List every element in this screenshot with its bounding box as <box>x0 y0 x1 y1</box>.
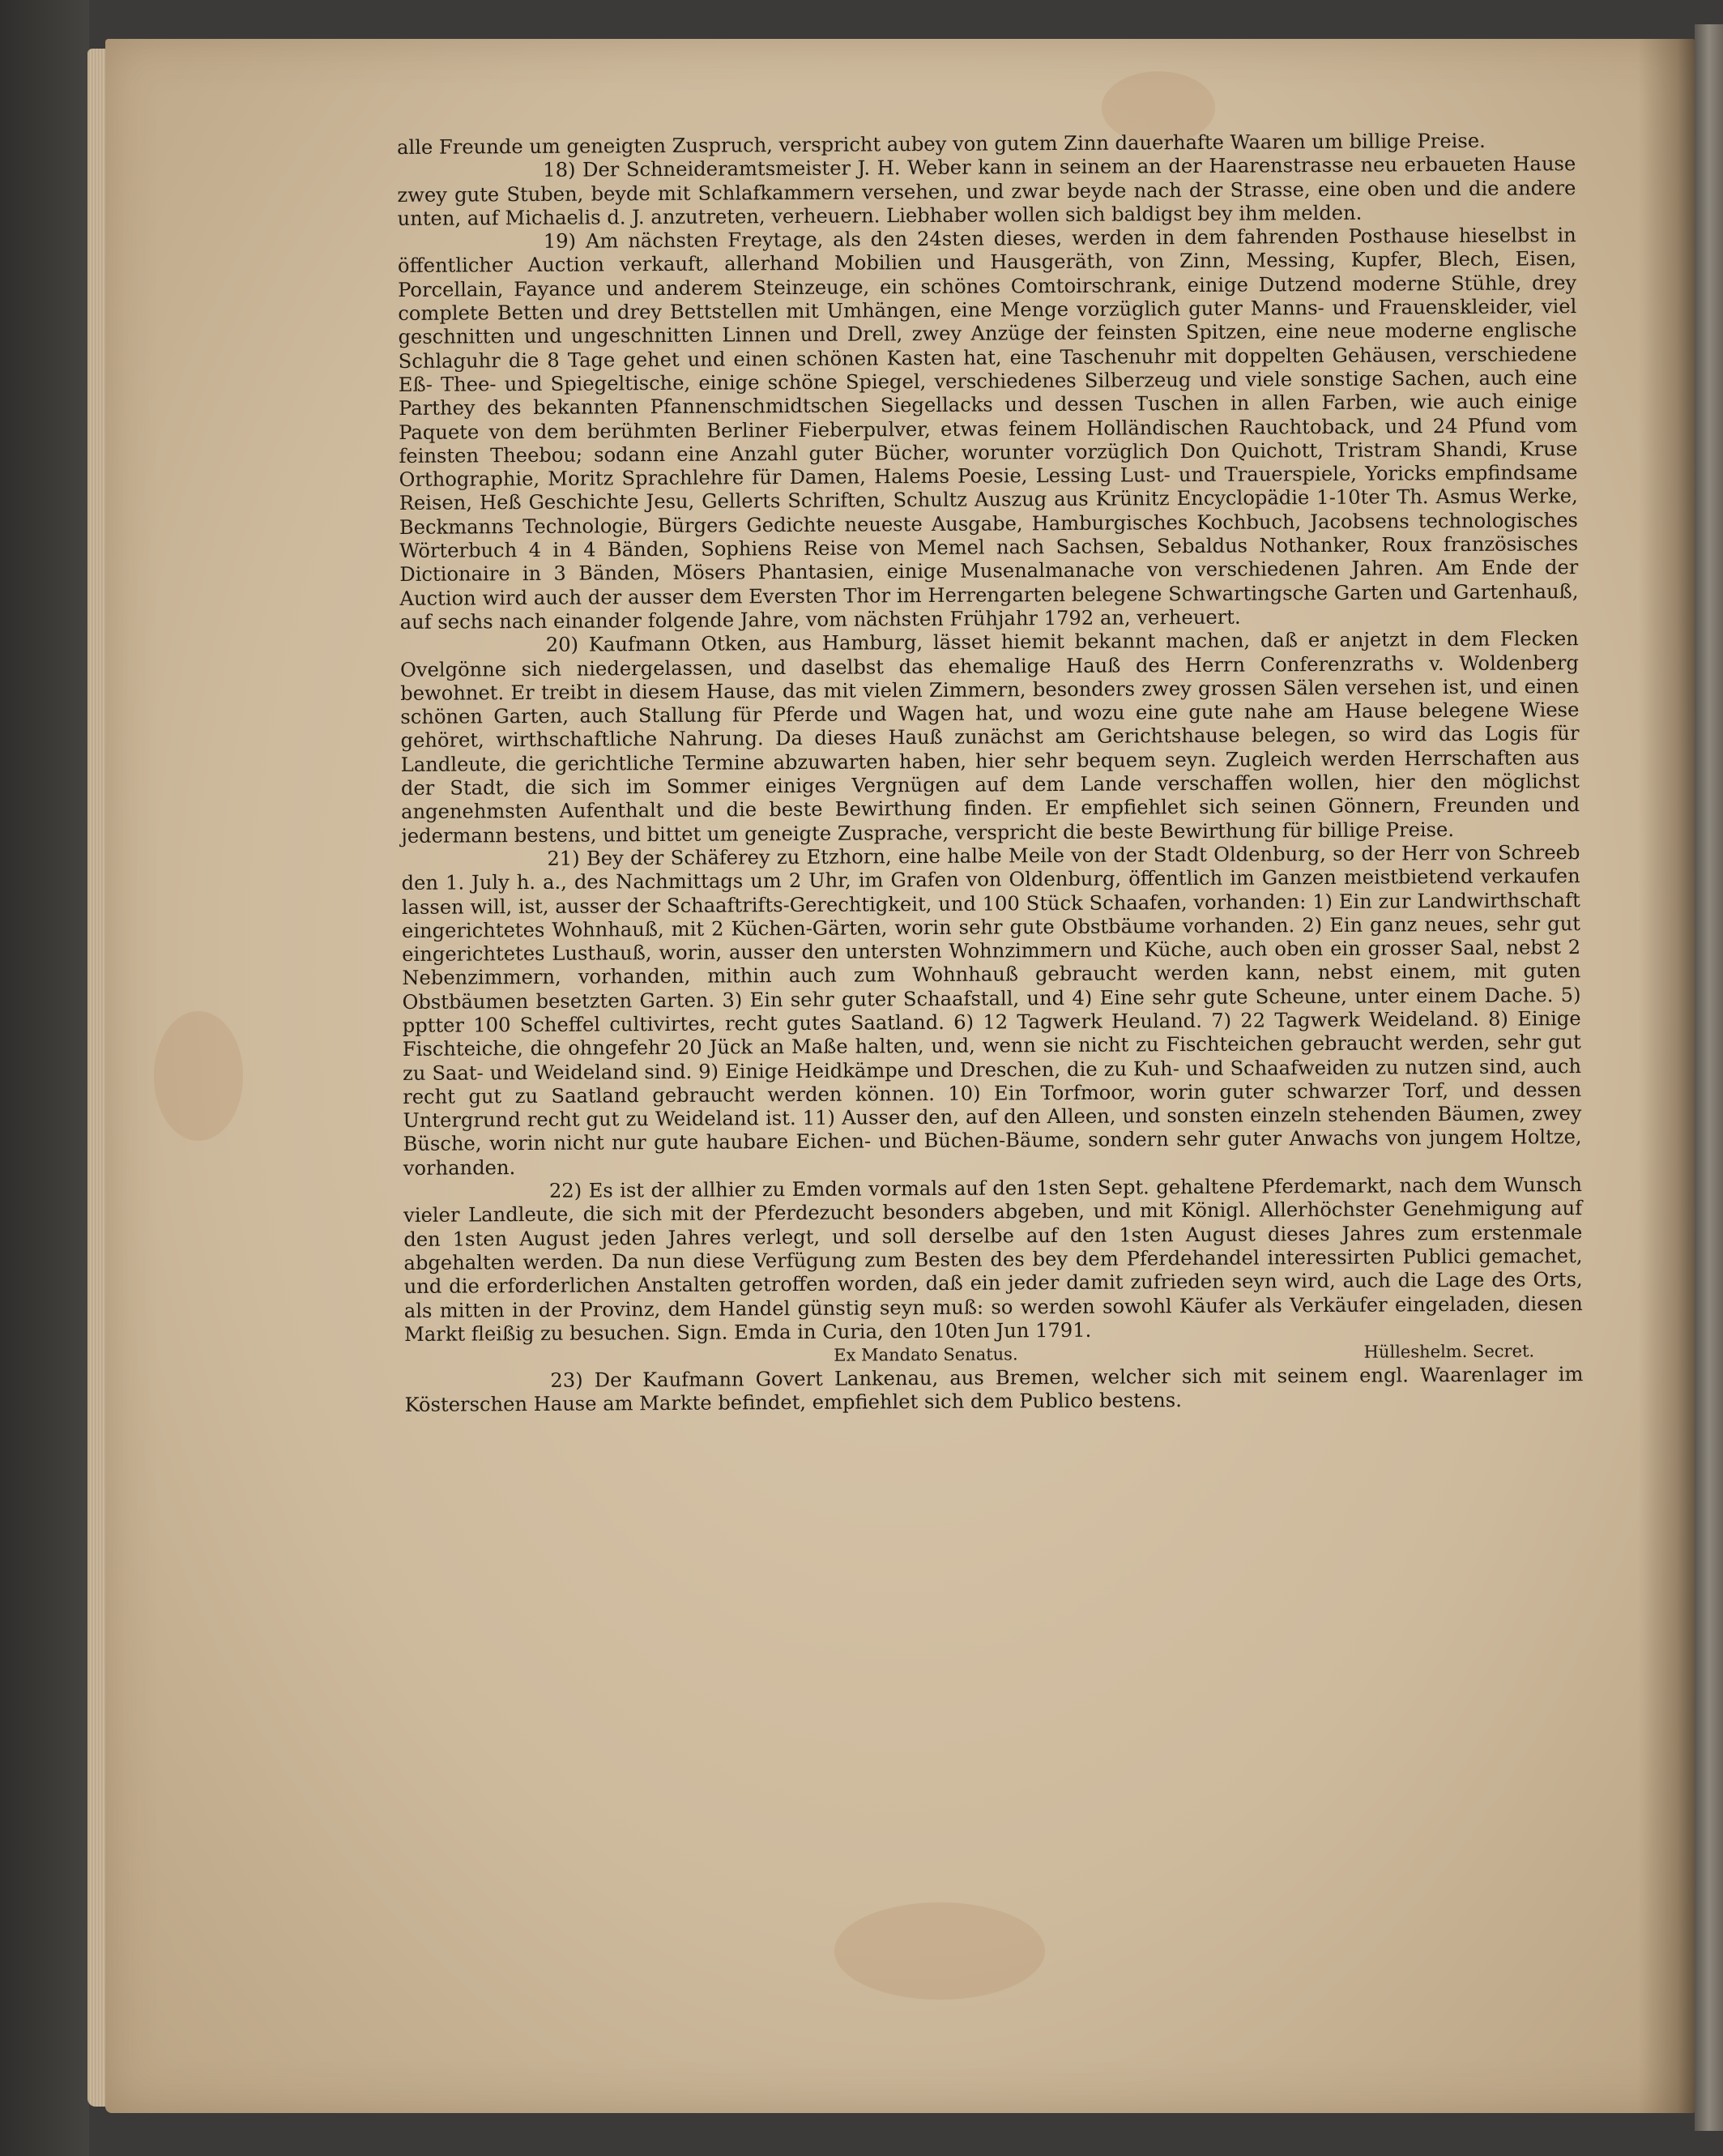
signature-secretary: Hülleshelm. Secret. <box>1363 1341 1535 1362</box>
paragraph-text: Am nächsten Freytage, als den 24sten dieses, werden in dem fahrenden Posthause hieselbst in öffentlicher Auction verkauft, allerhand Mobilien und Hausgeräth, von Zinn, Messing, Kupfer, Blech, Eisen, Porcellain, Fayance und anderem Steinzeuge, ein schönes Comtoirschrank, einige Dutzend moderne Stühle, drey complete Betten und drey Bettstellen mit Umhängen, eine Menge vorzüglich guter Manns- und Frauenskleider, viel geschnitten und ungeschnitten Linnen und Drell, zwey Anzüge der feinsten Spitzen, eine neue moderne englische Schlaguhr die 8 Tage gehet und einen schönen Kasten hat, eine Taschenuhr mit doppelten Gehäusen, verschiedene Eß- Thee- und Spiegeltische, einige schöne Spiegel, verschiedenes Silberzeug und viele sonstige Sachen, auch eine Parthey des bekannten Pfannenschmidtschen Siegellacks und dessen Tuschen in allen Farben, wie auch einige Paquete von dem berühmten Berliner Fieberpulver, etwas feinem Holländischen Rauchtoback, und 24 Pfund vom feinsten Theebou; sodann eine Anzahl guter Bücher, worunter vorzüglich Don Quichott, Tristram Shandi, Kruse Orthographie, Moritz Sprachlehre für Damen, Halems Poesie, Lessing Lust- und Trauerspiele, Yoricks empfindsame Reisen, Heß Geschichte Jesu, Gellerts Schriften, Schultz Auszug aus Krünitz Encyclopädie 1-10ter Th. Asmus Werke, Beckmanns Technologie, Bürgers Gedichte neueste Ausgabe, Hamburgisches Kochbuch, Jacobsens technologisches Wörterbuch 4 in 4 Bänden, Sophiens Reise von Memel nach Sachsen, Sebaldus Nothanker, Roux französisches Dictionaire in 3 Bänden, Mösers Phantasien, einige Musenalmanache von verschiedenen Jahren. Am Ende der Auction wird auch der ausser dem Eversten Thor im Herrengarten belegene Schwartingsche Garten und Gartenhauß, auf sechs nach einander folgende Jahre, vom nächsten Frühjahr 1792 an, verheuert. <box>397 224 1579 634</box>
stain <box>154 1011 243 1141</box>
paragraph-number: 18) <box>543 158 576 182</box>
paragraph-text: Der Schneideramtsmeister J. H. Weber kann in seinem an der Haarenstrasse neu erbaueten Hause zwey gute Stuben, beyde mit Schlafkammern versehen, und zwar beyde nach der Strasse, eine oben und die andere unten, auf Michaelis d. J. anzutreten, verheuern. Liebhaber wollen sich baldigst bey ihm melden. <box>397 152 1576 230</box>
paragraph-19 <box>398 224 1579 634</box>
paragraph-number: 19) <box>543 229 577 254</box>
paragraph-20 <box>400 627 1580 848</box>
stain <box>834 1902 1045 2000</box>
page-gutter-shadow <box>1638 39 1695 2113</box>
paragraph-text: Der Kaufmann Govert Lankenau, aus Bremen, welcher sich mit seinem engl. Waarenlager im Kösterschen Hause am Markte befindet, empfiehlet sich dem Publico bestens. <box>404 1363 1584 1417</box>
paragraph-number: 21) <box>547 847 580 870</box>
paragraph-text: Es ist der allhier zu Emden vormals auf den 1sten Sept. gehaltene Pferdemarkt, nach dem Wunsch vieler Landleute, die sich mit der Pferdezucht besonders abgeben, und mit Königl. Allerhöchster Genehmigung auf den 1sten August jeden Jahres verlegt, und soll derselbe auf den 1sten August dieses Jahres zum erstenmale abgehalten werden. Da nun diese Verfügung zum Besten des bey dem Pferdehandel interessirten Publici gemachet, und die erforderlichen Anstalten getroffen worden, daß ein jeder damit zufrieden seyn wird, auch die Lage des Orts, als mitten in der Provinz, dem Handel günstig seyn muß: so werden sowohl Käufer als Verkäufer eingeladen, diesen Markt fleißig zu besuchen. Sign. Emda in Curia, den 10ten Jun 1791. <box>403 1173 1583 1346</box>
paragraph-number: 20) <box>545 633 579 657</box>
paragraph-number: 22) <box>548 1179 582 1202</box>
paragraph-23 <box>404 1363 1583 1417</box>
book-spine <box>1695 24 1723 2131</box>
scan-background <box>0 0 89 2156</box>
paragraph-number: 23) <box>550 1368 583 1393</box>
paragraph-text: Kaufmann Otken, aus Hamburg, lässet hiemit bekannt machen, daß er anjetzt in dem Flecken Ovelgönne sich niedergelassen, und daselbst das ehemalige Hauß des Herrn Conferenzraths v. Woldenberg bewohnet. Er treibt in diesem Hause, das mit vielen Zimmern, besonders zwey grossen Sälen versehen ist, und einen schönen Garten, auch Stallung für Pferde und Wagen hat, und wozu eine gute nahe am Hause belegene Wiese gehöret, wirthschaftliche Nahrung. Da dieses Hauß zunächst am Gerichtshause belegen, so wird das Logis für Landleute, die gerichtliche Termine abzuwarten haben, hier sehr bequem seyn. Zugleich werden Herrschaften aus der Stadt, die sich im Sommer einiges Vergnügen auf dem Lande verschaffen wollen, hier den möglichst angenehmsten Aufenthalt und die beste Bewirthung finden. Er empfiehlet sich seinen Gönnern, Freunden und jedermann bestens, und bittet um geneigte Zusprache, verspricht die beste Bewirthung für billige Preise. <box>399 627 1580 847</box>
paragraph-text: Bey der Schäferey zu Etzhorn, eine halbe Meile von der Stadt Oldenburg, so der Herr von Schreeb den 1. July h. a., des Nachmittags um 2 Uhr, im Grafen von Oldenburg, öffentlich im Ganzen meistbietend verkaufen lassen will, ist, ausser der Schaaftrifts-Gerechtigkeit, und 100 Stück Schaafen, vorhanden: 1) Ein zur Landwirthschaft eingerichtetes Wohnhauß, mit 2 Küchen-Gärten, worin sehr gute Obstbäume vorhanden. 2) Ein ganz neues, sehr gut eingerichtetes Lusthauß, worin, ausser den untersten Wohnzimmern und Küche, auch oben ein grosser Saal, nebst 2 Nebenzimmern, vorhanden, mithin auch zum Wohnhauß gebraucht werden kann, nebst einem, mit guten Obstbäumen besetzten Garten. 3) Ein sehr guter Schaafstall, und 4) Eine sehr gute Scheune, unter einem Dache. 5) pptter 100 Scheffel cultivirtes, recht gutes Saatland. 6) 12 Tagwerk Heuland. 7) 22 Tagwerk Weideland. 8) Einige Fischteiche, die ohngefehr 20 Jück an Maße halten, und, wenn sie nicht zu Fischteichen gebraucht werden, sehr gut zu Saat- und Weideland sind. 9) Einige Heidkämpe und Dreschen, die zu Kuh- und Schaafweiden zu nutzen sind, auch recht gut zu Saatland gebraucht werden können. 10) Ein Torfmoor, worin guter schwarzer Torf, und dessen Untergrund recht gut zu Weideland ist. 11) Ausser den, auf den Alleen, und sonsten einzeln stehenden Bäumen, zwey Büsche, worin nicht nur gute haubare Eichen- und Büchen-Bäume, sondern sehr guter Anwachs von jungem Holtze, vorhanden. <box>401 841 1582 1180</box>
paragraph-22 <box>403 1173 1583 1347</box>
paragraph-21 <box>401 841 1581 1180</box>
paragraph-text: alle Freunde um geneigten Zuspruch, verspricht aubey von gutem Zinn dauerhafte Waaren um billige Preise. <box>397 129 1486 159</box>
signature-mandate: Ex Mandato Senatus. <box>834 1344 1018 1365</box>
page-text <box>397 129 1584 1418</box>
paragraph-18 <box>397 152 1576 231</box>
